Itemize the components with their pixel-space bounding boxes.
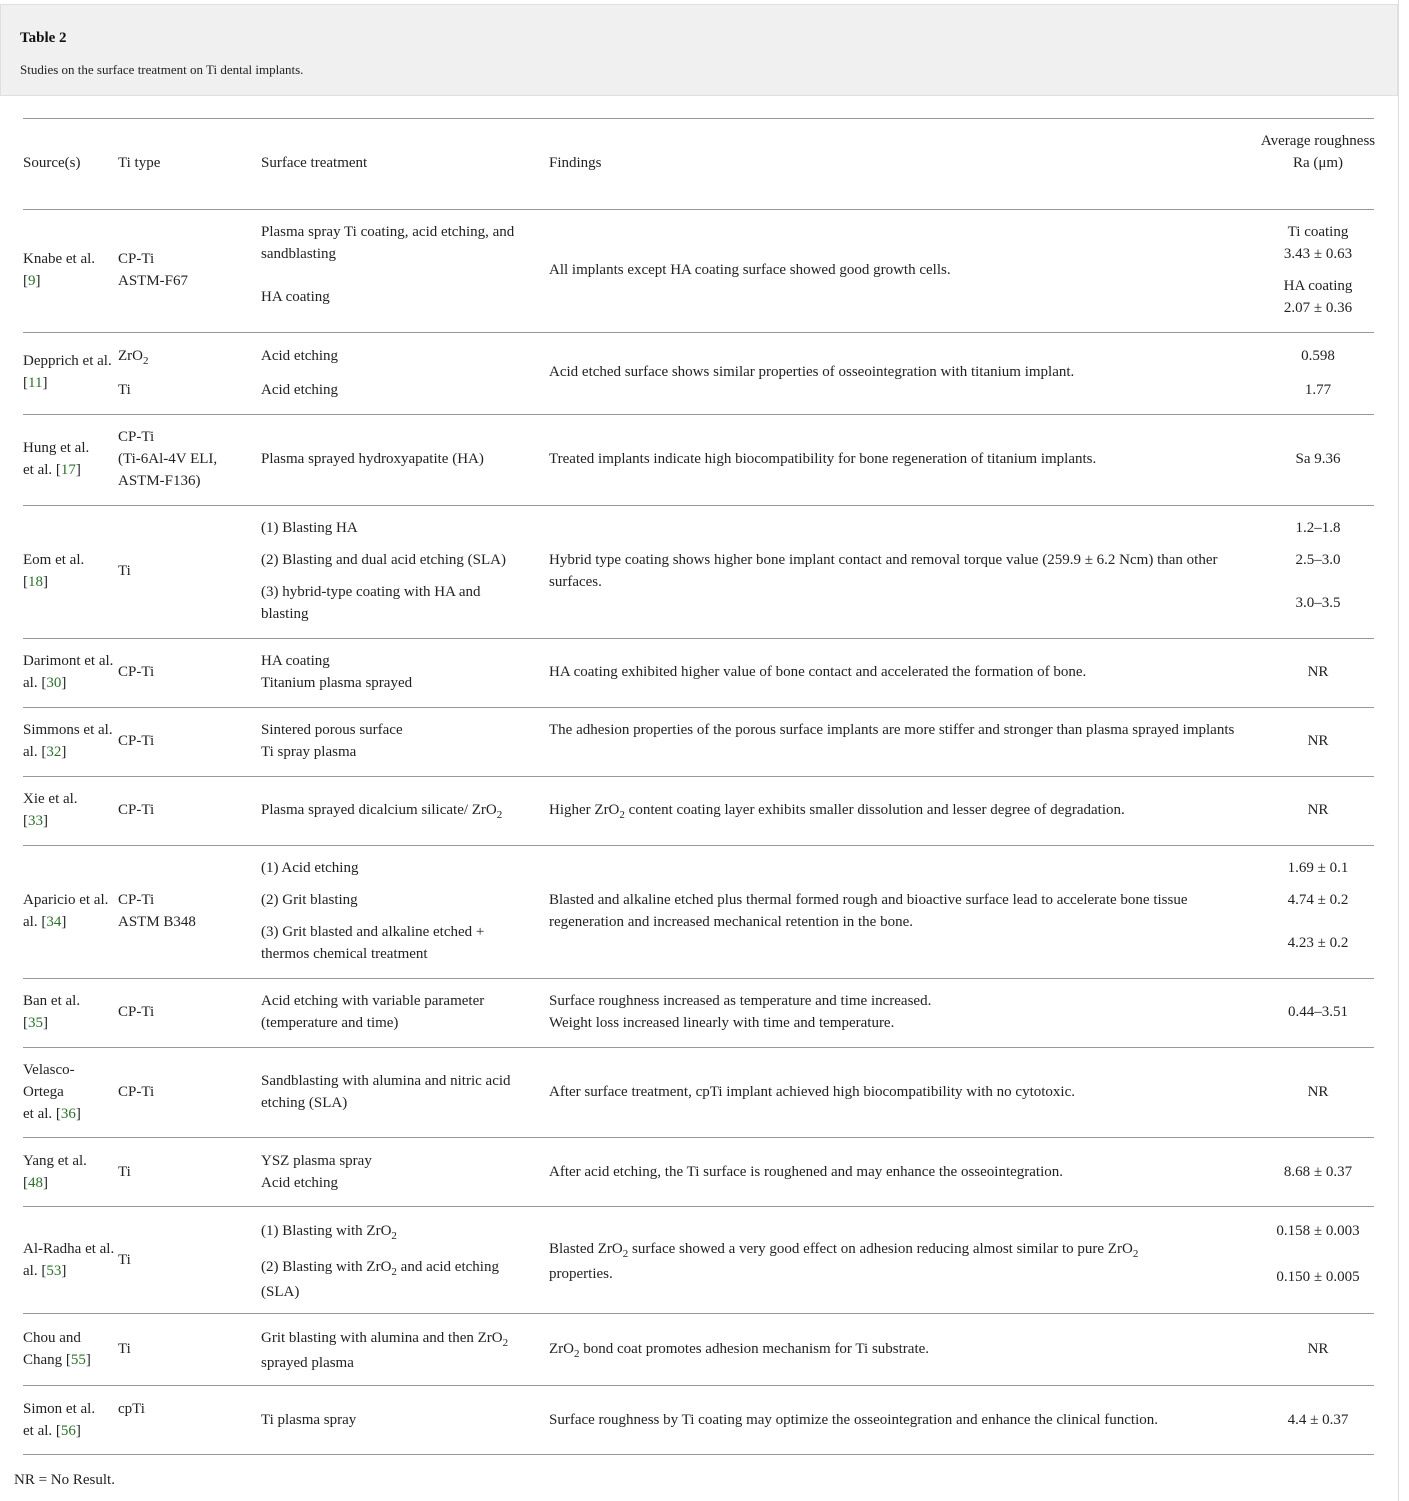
reference-link[interactable]: 34 [46, 914, 62, 930]
table-row-ti-type: Ti [118, 563, 131, 579]
table-row-source: Al-Radha et al. al. [53] [23, 1241, 115, 1279]
table-row-source: Velasco- Ortega et al. [36] [23, 1062, 81, 1122]
table-row-surface: (3) hybrid-type coating with HA and blasting [261, 584, 481, 622]
table-row-source: Hung et al. et al. [17] [23, 440, 90, 478]
table-row-findings: Blasted ZrO$_2$ surface showed a very good effect on adhesion reducing almost similar to pure ZrO$_2$ properties. [549, 1241, 1139, 1282]
table-title: Table 2 [20, 30, 67, 46]
table-row-ti-type: Ti [118, 1252, 131, 1268]
table-row-surface: Acid etching with variable parameter (temperature and time) [261, 993, 485, 1031]
table-row-surface: (3) Grit blasted and alkaline etched + thermos chemical treatment [261, 924, 485, 962]
table-row-roughness: 0.158 ± 0.003 [1276, 1223, 1360, 1239]
table-row-roughness: 1.2–1.8 [1295, 520, 1341, 536]
table-row-ti-type: cpTi [118, 1401, 145, 1417]
table-row-findings: After acid etching, the Ti surface is roughened and may enhance the osseointegration. [549, 1164, 1064, 1180]
table-row-roughness: Ti coating 3.43 ± 0.63 [1283, 224, 1353, 262]
table-row-surface: Plasma sprayed hydroxyapatite (HA) [261, 451, 484, 467]
table-row-roughness: 4.23 ± 0.2 [1287, 935, 1349, 951]
table-caption [0, 4, 1398, 96]
table-rule [23, 505, 1374, 506]
table-row-ti-type: CP-Ti [118, 802, 155, 818]
table-row-surface: (2) Grit blasting [261, 892, 358, 908]
table-row-roughness: 0.44–3.51 [1288, 1004, 1348, 1020]
table-row-surface: Sintered porous surface Ti spray plasma [261, 722, 403, 760]
table-row-roughness: 1.77 [1304, 382, 1332, 398]
table-row-source: Eom et al. [18] [23, 552, 85, 590]
table-row-ti-type: CP-Ti ASTM B348 [118, 892, 196, 930]
reference-link[interactable]: 56 [60, 1423, 76, 1439]
header-findings: Findings [549, 155, 602, 171]
table-row-surface: YSZ plasma spray Acid etching [261, 1153, 372, 1191]
table-row-ti-type: CP-Ti [118, 664, 155, 680]
reference-link[interactable]: 53 [46, 1263, 62, 1279]
reference-link[interactable]: 55 [70, 1352, 86, 1368]
table-row-roughness: HA coating 2.07 ± 0.36 [1283, 278, 1353, 316]
table-row-roughness: 4.74 ± 0.2 [1287, 892, 1349, 908]
table-row-surface: HA coating Titanium plasma sprayed [261, 653, 413, 691]
table-row-surface: Plasma sprayed dicalcium silicate/ ZrO$_2$ [261, 802, 503, 821]
table-rule [23, 209, 1374, 210]
reference-link[interactable]: 36 [60, 1106, 76, 1122]
table-row-surface: Acid etching [261, 348, 339, 364]
table-row-roughness: NR [1307, 664, 1329, 680]
table-subtitle: Studies on the surface treatment on Ti dental implants. [20, 62, 304, 77]
table-row-source: Depprich et al. [11] [23, 353, 112, 391]
table-row-surface: (1) Acid etching [261, 860, 359, 876]
table-row-ti-type: CP-Ti [118, 1004, 155, 1020]
table-row-surface: (1) Blasting HA [261, 520, 358, 536]
table-row-ti-type: CP-Ti [118, 733, 155, 749]
table-row-source: Knabe et al. [9] [23, 251, 96, 289]
table-row-ti-type: Ti [118, 1341, 131, 1357]
table-row-findings: Surface roughness by Ti coating may optimize the osseointegration and enhance the clinical function. [549, 1412, 1159, 1428]
table-row-source: Chou and Chang [55] [23, 1330, 91, 1368]
table-row-surface: HA coating [261, 289, 330, 305]
table-row-roughness: 2.5–3.0 [1295, 552, 1341, 568]
reference-link[interactable]: 11 [28, 375, 43, 391]
reference-link[interactable]: 32 [46, 744, 62, 760]
table-row-surface: Grit blasting with alumina and then ZrO$_2$ sprayed plasma [261, 1330, 509, 1371]
table-row-ti-type: ZrO$_2$ [118, 348, 149, 367]
table-row-findings: Hybrid type coating shows higher bone implant contact and removal torque value (259.9 ± 6.2 Ncm) than other surfaces. [549, 552, 1218, 590]
table-row-source: Ban et al. [35] [23, 993, 81, 1031]
reference-link[interactable]: 9 [28, 273, 36, 289]
table-row-source: Darimont et al. al. [30] [23, 653, 114, 691]
table-row-ti-type: CP-Ti [118, 1084, 155, 1100]
table-row-roughness: 8.68 ± 0.37 [1283, 1164, 1353, 1180]
table-row-roughness: 0.150 ± 0.005 [1276, 1269, 1360, 1285]
header-surface-treatment: Surface treatment [261, 155, 368, 171]
table-row-roughness: 1.69 ± 0.1 [1287, 860, 1349, 876]
table-row-findings: The adhesion properties of the porous surface implants are more stiffer and stronger than plasma sprayed implants [549, 722, 1235, 738]
table-rule [23, 707, 1374, 708]
table-row-roughness: NR [1307, 733, 1329, 749]
table-rule [23, 1137, 1374, 1138]
table-row-surface: (2) Blasting and dual acid etching (SLA) [261, 552, 506, 568]
table-row-findings: ZrO$_2$ bond coat promotes adhesion mechanism for Ti substrate. [549, 1341, 930, 1360]
table-footnote: NR = No Result. [14, 1472, 115, 1488]
reference-link[interactable]: 30 [46, 675, 62, 691]
header-source: Source(s) [23, 155, 81, 171]
reference-link[interactable]: 17 [60, 462, 76, 478]
table-row-findings: After surface treatment, cpTi implant achieved high biocompatibility with no cytotoxic. [549, 1084, 1075, 1100]
table-row-roughness: NR [1307, 1341, 1329, 1357]
table-row-ti-type: CP-Ti (Ti-6Al-4V ELI, ASTM-F136) [118, 429, 218, 489]
table-row-source: Aparicio et al. al. [34] [23, 892, 109, 930]
reference-link[interactable]: 33 [28, 813, 43, 829]
table-row-surface: Ti plasma spray [261, 1412, 357, 1428]
table-row-surface: (1) Blasting with ZrO$_2$ [261, 1223, 397, 1242]
table-row-surface: Sandblasting with alumina and nitric acid etching (SLA) [261, 1073, 511, 1111]
table-row-source: Xie et al. [33] [23, 791, 78, 829]
table-row-ti-type: Ti [118, 382, 131, 398]
table-row-roughness: NR [1307, 802, 1329, 818]
table-rule [23, 414, 1374, 415]
table-row-findings: Higher ZrO$_2$ content coating layer exhibits smaller dissolution and lesser degree of degradation. [549, 802, 1125, 821]
table-rule [23, 638, 1374, 639]
reference-link[interactable]: 18 [28, 574, 43, 590]
table-rule [23, 332, 1374, 333]
table-rule [23, 978, 1374, 979]
table-row-surface: (2) Blasting with ZrO$_2$ and acid etching (SLA) [261, 1259, 499, 1300]
table-row-source: Simmons et al. al. [32] [23, 722, 113, 760]
table-row-surface: Acid etching [261, 382, 339, 398]
table-row-findings: Blasted and alkaline etched plus thermal formed rough and bioactive surface lead to accelerate bone tissue regeneration and increased mechanical retention in the bone. [549, 892, 1188, 930]
table-rule [23, 1385, 1374, 1386]
table-row-source: Simon et al. et al. [56] [23, 1401, 96, 1439]
table-rule [23, 118, 1374, 119]
table-row-ti-type: Ti [118, 1164, 131, 1180]
header-ti-type: Ti type [118, 155, 161, 171]
table-row-findings: Surface roughness increased as temperature and time increased. Weight loss increased linearly with time and temperature. [549, 993, 932, 1031]
table-rule [23, 1313, 1374, 1314]
header-roughness: Average roughness Ra (μm) [1260, 133, 1376, 171]
table-rule [23, 776, 1374, 777]
table-row-roughness: Sa 9.36 [1295, 451, 1341, 467]
table-row-findings: Acid etched surface shows similar properties of osseointegration with titanium implant. [549, 364, 1075, 380]
reference-link[interactable]: 48 [28, 1175, 43, 1191]
table-row-surface: Plasma spray Ti coating, acid etching, and sandblasting [261, 224, 515, 262]
table-row-roughness: 4.4 ± 0.37 [1287, 1412, 1349, 1428]
table-rule [23, 1454, 1374, 1455]
table-row-findings: HA coating exhibited higher value of bone contact and accelerated the formation of bone. [549, 664, 1087, 680]
table-row-findings: All implants except HA coating surface showed good growth cells. [549, 262, 951, 278]
table-rule [23, 845, 1374, 846]
reference-link[interactable]: 35 [28, 1015, 43, 1031]
table-row-findings: Treated implants indicate high biocompatibility for bone regeneration of titanium implants. [549, 451, 1097, 467]
table-rule [23, 1206, 1374, 1207]
table-row-ti-type: CP-Ti ASTM-F67 [118, 251, 189, 289]
table-row-source: Yang et al. [48] [23, 1153, 87, 1191]
table-row-roughness: NR [1307, 1084, 1329, 1100]
table-rule [23, 1047, 1374, 1048]
table-row-roughness: 3.0–3.5 [1295, 595, 1341, 611]
table-row-roughness: 0.598 [1301, 348, 1335, 364]
